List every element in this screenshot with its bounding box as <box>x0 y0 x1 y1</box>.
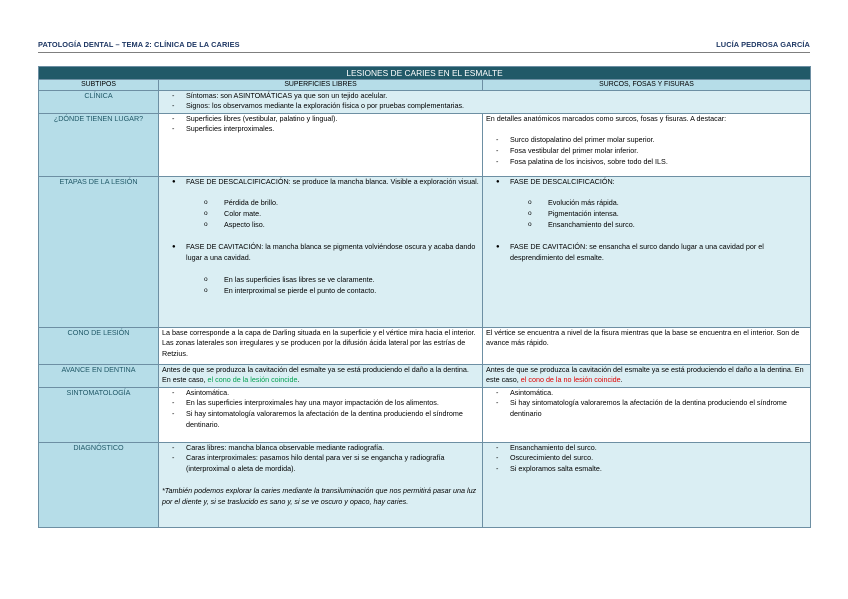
list-item: - Asintomática. <box>486 388 807 399</box>
row-clinica <box>39 90 811 113</box>
list-item: o Aspecto liso. <box>162 220 479 231</box>
list-item: - Caras libres: mancha blanca observable mediante radiografía. <box>162 443 479 454</box>
list-item: - Superficies interproximales. <box>162 124 479 135</box>
avance-surcos-highlight: el cono de la no lesión coincide <box>520 375 621 385</box>
col-subtipos: SUBTIPOS <box>39 80 159 91</box>
row-cono <box>39 327 811 364</box>
diag-libres <box>159 442 483 527</box>
list-item: - Fosa vestibular del primer molar inferior. <box>486 146 807 157</box>
list-item: - Surco distopalatino del primer molar superior. <box>486 135 807 146</box>
row-label-diag: DIAGNÓSTICO <box>39 442 159 527</box>
sinto-libres <box>159 387 483 442</box>
list-item: o Pérdida de brillo. <box>162 198 479 209</box>
list-item: - Caras interproximales: pasamos hilo dental para ver si se engancha y radiografía (interproximal o aleta de mordida). <box>162 453 479 475</box>
list-item: o En las superficies lisas libres se ve claramente. <box>162 275 479 286</box>
row-label-cono: CONO DE LESIÓN <box>39 327 159 364</box>
list-item: ● FASE DE DESCALCIFICACIÓN: <box>486 177 807 188</box>
avance-libres-text: Antes de que se produzca la cavitación del esmalte ya se está produciendo el daño a la dentina. En este caso, <box>162 364 469 385</box>
list-item: - Ensanchamiento del surco. <box>486 443 807 454</box>
caries-table <box>38 66 811 528</box>
sinto-surcos <box>483 387 811 442</box>
row-label-donde: ¿DÓNDE TIENEN LUGAR? <box>39 113 159 176</box>
donde-surcos-intro: En detalles anatómicos marcados como surcos, fosas y fisuras. A destacar: <box>486 113 727 123</box>
row-etapas <box>39 176 811 327</box>
header-left: PATOLOGÍA DENTAL – TEMA 2: CLÍNICA DE LA CARIES <box>38 40 240 49</box>
diag-note: *También podemos explorar la caries mediante la transiluminación que nos permitirá pasar una luz por el diente y, si se traslucido es sano y, si se ve oscuro y opaco, hay caries. <box>162 486 477 507</box>
row-label-sinto: SINTOMATOLOGÍA <box>39 387 159 442</box>
avance-libres-end: . <box>297 375 300 385</box>
row-label-avance: AVANCE EN DENTINA <box>39 364 159 387</box>
etapas-surcos <box>483 176 811 327</box>
header-divider <box>38 52 810 53</box>
table-title: LESIONES DE CARIES EN EL ESMALTE <box>39 67 811 80</box>
list-item: - Signos: los observamos mediante la exploración física o por pruebas complementarias. <box>162 101 807 112</box>
list-item: - En las superficies interproximales hay una mayor impactación de los alimentos. <box>162 398 479 409</box>
list-item: - Asintomática. <box>162 388 479 399</box>
list-item: o Color mate. <box>162 209 479 220</box>
list-item: - Oscurecimiento del surco. <box>486 453 807 464</box>
etapas-libres <box>159 176 483 327</box>
list-item: ● FASE DE CAVITACIÓN: la mancha blanca se pigmenta volviéndose oscura y acaba dando lugar a una cavidad. <box>162 242 479 264</box>
header-right: LUCÍA PEDROSA GARCÍA <box>716 40 810 49</box>
list-item: ● FASE DE CAVITACIÓN: se ensancha el surco dando lugar a una cavidad por el desprendimiento del esmalte. <box>486 242 807 264</box>
row-diag <box>39 442 811 527</box>
diag-surcos <box>483 442 811 527</box>
column-header-row <box>39 80 811 91</box>
col-surcos: SURCOS, FOSAS Y FISURAS <box>483 80 811 91</box>
row-label-etapas: ETAPAS DE LA LESIÓN <box>39 176 159 327</box>
list-item: ● FASE DE DESCALCIFICACIÓN: se produce la mancha blanca. Visible a exploración visual. <box>162 177 479 188</box>
list-item: - Síntomas: son ASINTOMÁTICAS ya que son un tejido acelular. <box>162 91 807 102</box>
donde-surcos <box>483 113 811 176</box>
row-avance <box>39 364 811 387</box>
list-item: o En interproximal se pierde el punto de contacto. <box>162 286 479 297</box>
list-item: - Si exploramos salta esmalte. <box>486 464 807 475</box>
list-item: - Superficies libres (vestibular, palatino y lingual). <box>162 114 479 125</box>
row-donde <box>39 113 811 176</box>
list-item: o Pigmentación intensa. <box>486 209 807 220</box>
donde-libres <box>159 113 483 176</box>
avance-surcos-text: Antes de que se produzca la cavitación del esmalte ya se está produciendo el daño a la dentina. En este caso, <box>486 364 804 385</box>
avance-libres-highlight: el cono de la lesión coincide <box>207 375 298 385</box>
row-label-clinica: CLÍNICA <box>39 90 159 113</box>
list-item: - Fosa palatina de los incisivos, sobre todo del ILS. <box>486 157 807 168</box>
list-item: o Evolución más rápida. <box>486 198 807 209</box>
list-item: - Si hay sintomatología valoraremos la afectación de la dentina produciendo el síndrome dentinario <box>486 398 807 420</box>
avance-libres <box>159 364 483 387</box>
list-item: - Si hay sintomatología valoraremos la afectación de la dentina produciendo el síndrome dentinario. <box>162 409 479 431</box>
avance-surcos-end: . <box>620 375 623 385</box>
avance-surcos <box>483 364 811 387</box>
clinica-content <box>159 90 811 113</box>
cono-surcos: El vértice se encuentra a nivel de la fisura mientras que la base se encuentra en el interior. Son de avance más rápido. <box>483 327 811 364</box>
cono-libres: La base corresponde a la capa de Darling situada en la superficie y el vértice mira hacia el interior. Las zonas laterales son irregulares y se producen por la difusión ácida lateral por las estrías de Retzius. <box>159 327 483 364</box>
col-superficies-libres: SUPERFICIES LIBRES <box>159 80 483 91</box>
table-title-row <box>39 67 811 80</box>
row-sinto <box>39 387 811 442</box>
list-item: o Ensanchamiento del surco. <box>486 220 807 231</box>
